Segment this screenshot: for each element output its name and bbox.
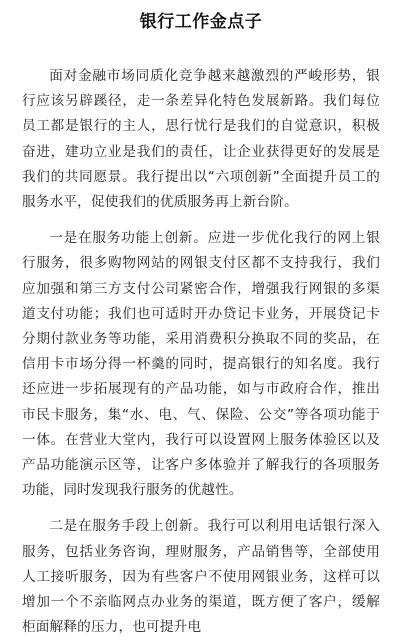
paragraph-intro: 面对金融市场同质化竞争越来越激烈的严峻形势，银行应该另辟蹊径，走一条差异化特色发展新路。我们每位员工都是银行的主人，思行忧行是我们的自觉意识，积极奋进，建功立业是我们的责任，让企业获得更好的发展是我们的共同愿景。我行提出以“六项创新”全面提升员工的服务水平，促使我们的优质服务再上新台阶。 [22,68,380,211]
document-body [22,64,380,640]
paragraph-service-means: 二是在服务手段上创新。我行可以利用电话银行深入服务，包括业务咨询，理财服务，产品销售等，全部使用人工接听服务，因为有些客户不使用网银业务，这样可以增加一个不亲临网点办业务的渠道，既方便了客户，缓解柜面解释的压力，也可提升电 [22,518,380,636]
document-title: 银行工作金点子 [139,12,263,32]
paragraph-service-function: 一是在服务功能上创新。应进一步优化我行的网上银行服务，很多购物网站的网银支付区都不支持我行，我们应加强和第三方支付公司紧密合作，增强我行网银的多渠道支付功能；我们也可适时开办贷记卡业务，开展贷记卡分期付款业务等功能，采用消费积分换取不同的奖品，在信用卡市场分得一杯羹的同时，提高银行的知名度。我行还应进一步拓展现有的产品功能，如与市政府合作，推出市民卡服务，集“水、电、气、保险、公交”等各项功能于一体。在营业大堂内，我行可以设置网上服务体验区以及产品功能演示区等，让客户多体验并了解我行的各项服务功能，同时发现我行服务的优越性。 [22,230,380,499]
